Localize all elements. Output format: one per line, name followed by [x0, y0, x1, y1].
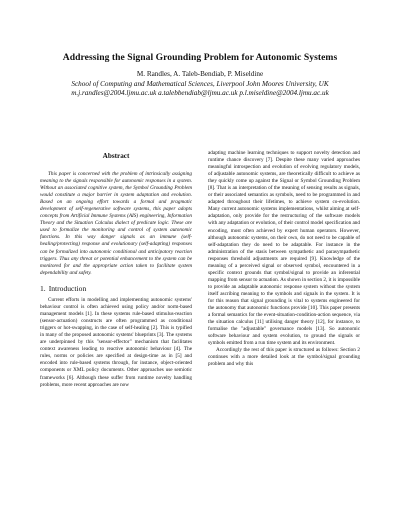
abstract-text: This paper is concerned with the problem of intrinsically assigning meaning to the signals responsible for autonomic responses in a system. Without an associated cognitive system, the Symbol Grounding Problem would constitute a major barrier in system adaptation and evolution. Based on an ongoing effort towards a formal and pragmatic development of self-regenerative software systems, this paper adopts concepts from Artificial Immune Systems (AIS) engineering, Information Theory and the Situation Calculus dialect of predicate logic. These are used to formalize the monitoring and control of system autonomic functions. In this way danger signals as an immune (self-healing/protecting) response and evolutionary (self-adapting) responses can be formalized into autonomic conditional and anticipatory reaction triggers. Thus any threat or potential enhancement to the system can be monitored for and the appropriate action taken to facilitate system dependability and safety.: [40, 171, 192, 276]
author-block: [0, 70, 400, 99]
abstract-heading: Abstract: [102, 152, 130, 160]
section-heading-introduction: [40, 284, 192, 293]
right-column-paragraph-1: adapting machine learning techniques to support novelty detection and runtime chance discovery [7]. Despite these many varied approaches meaningful introspection and evolution of evolving regulatory models, of adjustable autonomic systems, are theoretically difficult to achieve as they quickly come up against the Signal or Symbol Grounding Problem [8]. That is an interpretation of the meaning of sensing results as signals, or their associated semantics as symbols, need to be programmed in and adapted throughout their lifetimes, to achieve system co-evolution. Many current autonomic systems implementations, whilst aiming at self-adaptation, only provide for the restructuring of the software models with any adaptation or evolution, of their control model specification and encoding, most often achieved by expert human operators. However, although autonomic systems, on their own, do not need to be capable of self-adaptation they do need to be adaptable. For instance in the administration of the stasis between sympathetic and parasympathetic responses threshold adjustments are required [9]. Knowledge of the meaning of a perceived signal or observed symbol, encountered in a specific context grounds that symbol/signal to provide an inferential mapping from sensor to actuation. As shown in section 2, it is impossible to provide an adaptable autonomic response system without the system itself ascribing meaning to the symbols and signals in the system. It is for this reason that signal grounding is vital to systems engineered for the autonomy that autonomic functions provide [10]. This paper presents a formal semantics for the event-situation-condition-action sequence, via the situation calculus [11] utilising danger theory [12], for instance, to formalise the "adjustable" governance models [13]. So autonomic software behaviour and system evolution, to ground the signals or symbols emitted from a run time system and its environment.: [208, 150, 360, 347]
introduction-text: Current efforts in modelling and implementing autonomic systems' behaviour control is often achieved using policy and/or norm-based management models [1]. In these systems rule-based stimulus-reaction (sensor-actuation) constructs are often programmed as conditional triggers or hot-swapping, in the case of self-healing [2]. This is typified in many of the proposed autonomic systems' blueprints [3]. The systems are underpinned by this "sensor-effector" mechanism that facilitates context awareness leading to reactive autonomic behaviour [4]. The rules, norms or policies are specified at design-time as in [5] and encoded into rule-based systems through, for instance, object-oriented components or XML policy documents. Other approaches use semiotic frameworks [6]. Although these suffer from runtime novelty handling problems, more recent approaches are now: [40, 297, 192, 388]
right-column: [208, 150, 360, 368]
author-emails: m.j.randles@2004.ljmu.ac.uk a.talebbendiab@ljmu.ac.uk p.l.miseldine@2004.ljmu.ac.uk: [71, 89, 329, 98]
paper-title: Addressing the Signal Grounding Problem for Autonomic Systems: [62, 52, 338, 63]
section-title: Introduction: [48, 284, 87, 293]
section-number: 1.: [40, 284, 46, 293]
author-affiliation: School of Computing and Mathematical Sciences, Liverpool John Moores University, UK: [71, 79, 329, 88]
right-column-paragraph-2: Accordingly the rest of this paper is structured as follows: Section 2 continues with a more detailed look at the symbol/signal grounding problem and why this: [208, 347, 360, 368]
author-names: M. Randles, A. Taleb-Bendiab, P. Miseldine: [136, 70, 264, 78]
